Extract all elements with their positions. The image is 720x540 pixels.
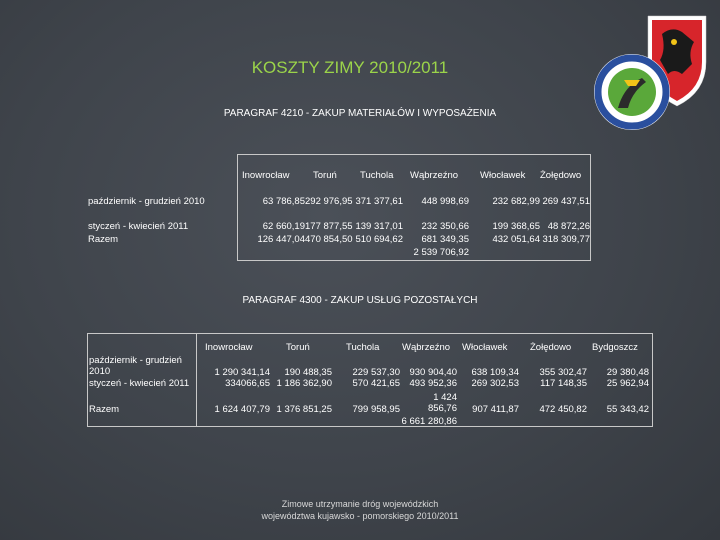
cell: 177 877,55: [305, 221, 353, 232]
t1-col-torun: Toruń: [313, 170, 337, 181]
cell: 117 148,35: [540, 378, 587, 389]
cell: 229 537,30: [352, 367, 400, 378]
cell: 448 998,69: [421, 196, 469, 207]
row-label: październik - grudzień 2010: [89, 355, 182, 377]
cell: 371 377,61: [355, 196, 403, 207]
t2-col-wabrzezno: Wąbrzeźno: [402, 342, 451, 353]
cell: 1 624 407,79: [214, 404, 270, 415]
t2-col-inowroclaw: Inowrocław: [205, 342, 253, 353]
footer-line-1: Zimowe utrzymanie dróg wojewódzkich: [281, 499, 439, 509]
t1-grand-total: 2 539 706,92: [413, 247, 469, 258]
cell: 126 447,04: [257, 234, 305, 245]
cell: 1 290 341,14: [214, 367, 270, 378]
cell: 62 660,19: [262, 221, 305, 232]
cell: 139 317,01: [355, 221, 403, 232]
cell: 190 488,35: [284, 367, 332, 378]
cell: 269 437,51: [542, 196, 590, 207]
cell: 199 368,65: [492, 221, 540, 232]
row-label: Razem: [88, 234, 119, 245]
cell: 334066,65: [225, 378, 270, 389]
cell: 470 854,50: [305, 234, 353, 245]
cell: 799 958,95: [352, 404, 400, 415]
t1-col-inowroclaw: Inowrocław: [242, 170, 290, 181]
cell: 25 962,94: [606, 378, 649, 389]
cell: 493 952,36: [409, 378, 457, 389]
t2-grand-total: 6 661 280,86: [401, 416, 457, 427]
cell: 48 872,26: [547, 221, 590, 232]
footer-line-2: województwa kujawsko - pomorskiego 2010/2011: [261, 511, 459, 521]
cell: 432 051,64: [492, 234, 540, 245]
cell: 355 302,47: [539, 367, 587, 378]
cell: 638 109,34: [471, 367, 519, 378]
cell: 907 411,87: [472, 404, 519, 415]
cell: 510 694,62: [355, 234, 403, 245]
cell: 29 380,48: [606, 367, 649, 378]
table2-heading: PARAGRAF 4300 - ZAKUP USŁUG POZOSTAŁYCH: [242, 295, 478, 306]
row-label: październik - grudzień 2010: [88, 196, 205, 207]
cell: 930 904,40: [409, 367, 457, 378]
row-label: Razem: [89, 404, 120, 415]
cell: 1 424 856,76: [427, 392, 457, 414]
table1-heading: PARAGRAF 4210 - ZAKUP MATERIAŁÓW I WYPOSAŻENIA: [223, 108, 497, 119]
cell: 472 450,82: [539, 404, 587, 415]
row-label: styczeń - kwiecień 2011: [88, 221, 189, 232]
cell: 55 343,42: [606, 404, 649, 415]
t1-col-wabrzezno: Wąbrzeźno: [410, 170, 459, 181]
page-title: KOSZTY ZIMY 2010/2011: [251, 58, 449, 77]
t2-col-zoledowo: Żołędowo: [530, 342, 572, 353]
footer-caption: [230, 498, 490, 522]
cell: 232 350,66: [421, 221, 469, 232]
t2-col-torun: Toruń: [286, 342, 310, 353]
cell: 1 376 851,25: [276, 404, 332, 415]
t2-col-wloclawek: Włocławek: [462, 342, 508, 353]
svg-text:ZDW: ZDW: [624, 63, 640, 70]
cell: 570 421,65: [352, 378, 400, 389]
cell: 269 302,53: [471, 378, 519, 389]
cell: 681 349,35: [421, 234, 469, 245]
row-label: styczeń - kwiecień 2011: [89, 378, 190, 389]
cell: 232 682,99: [492, 196, 540, 207]
cell: 292 976,95: [305, 196, 353, 207]
t1-col-zoledowo: Żołędowo: [540, 170, 582, 181]
cell: 1 186 362,90: [276, 378, 332, 389]
t1-col-tuchola: Tuchola: [360, 170, 394, 181]
t2-col-bydgoszcz: Bydgoszcz: [592, 342, 638, 353]
t2-col-tuchola: Tuchola: [346, 342, 380, 353]
t1-col-wloclawek: Włocławek: [480, 170, 526, 181]
cell: 63 786,85: [262, 196, 305, 207]
cell: 318 309,77: [542, 234, 590, 245]
